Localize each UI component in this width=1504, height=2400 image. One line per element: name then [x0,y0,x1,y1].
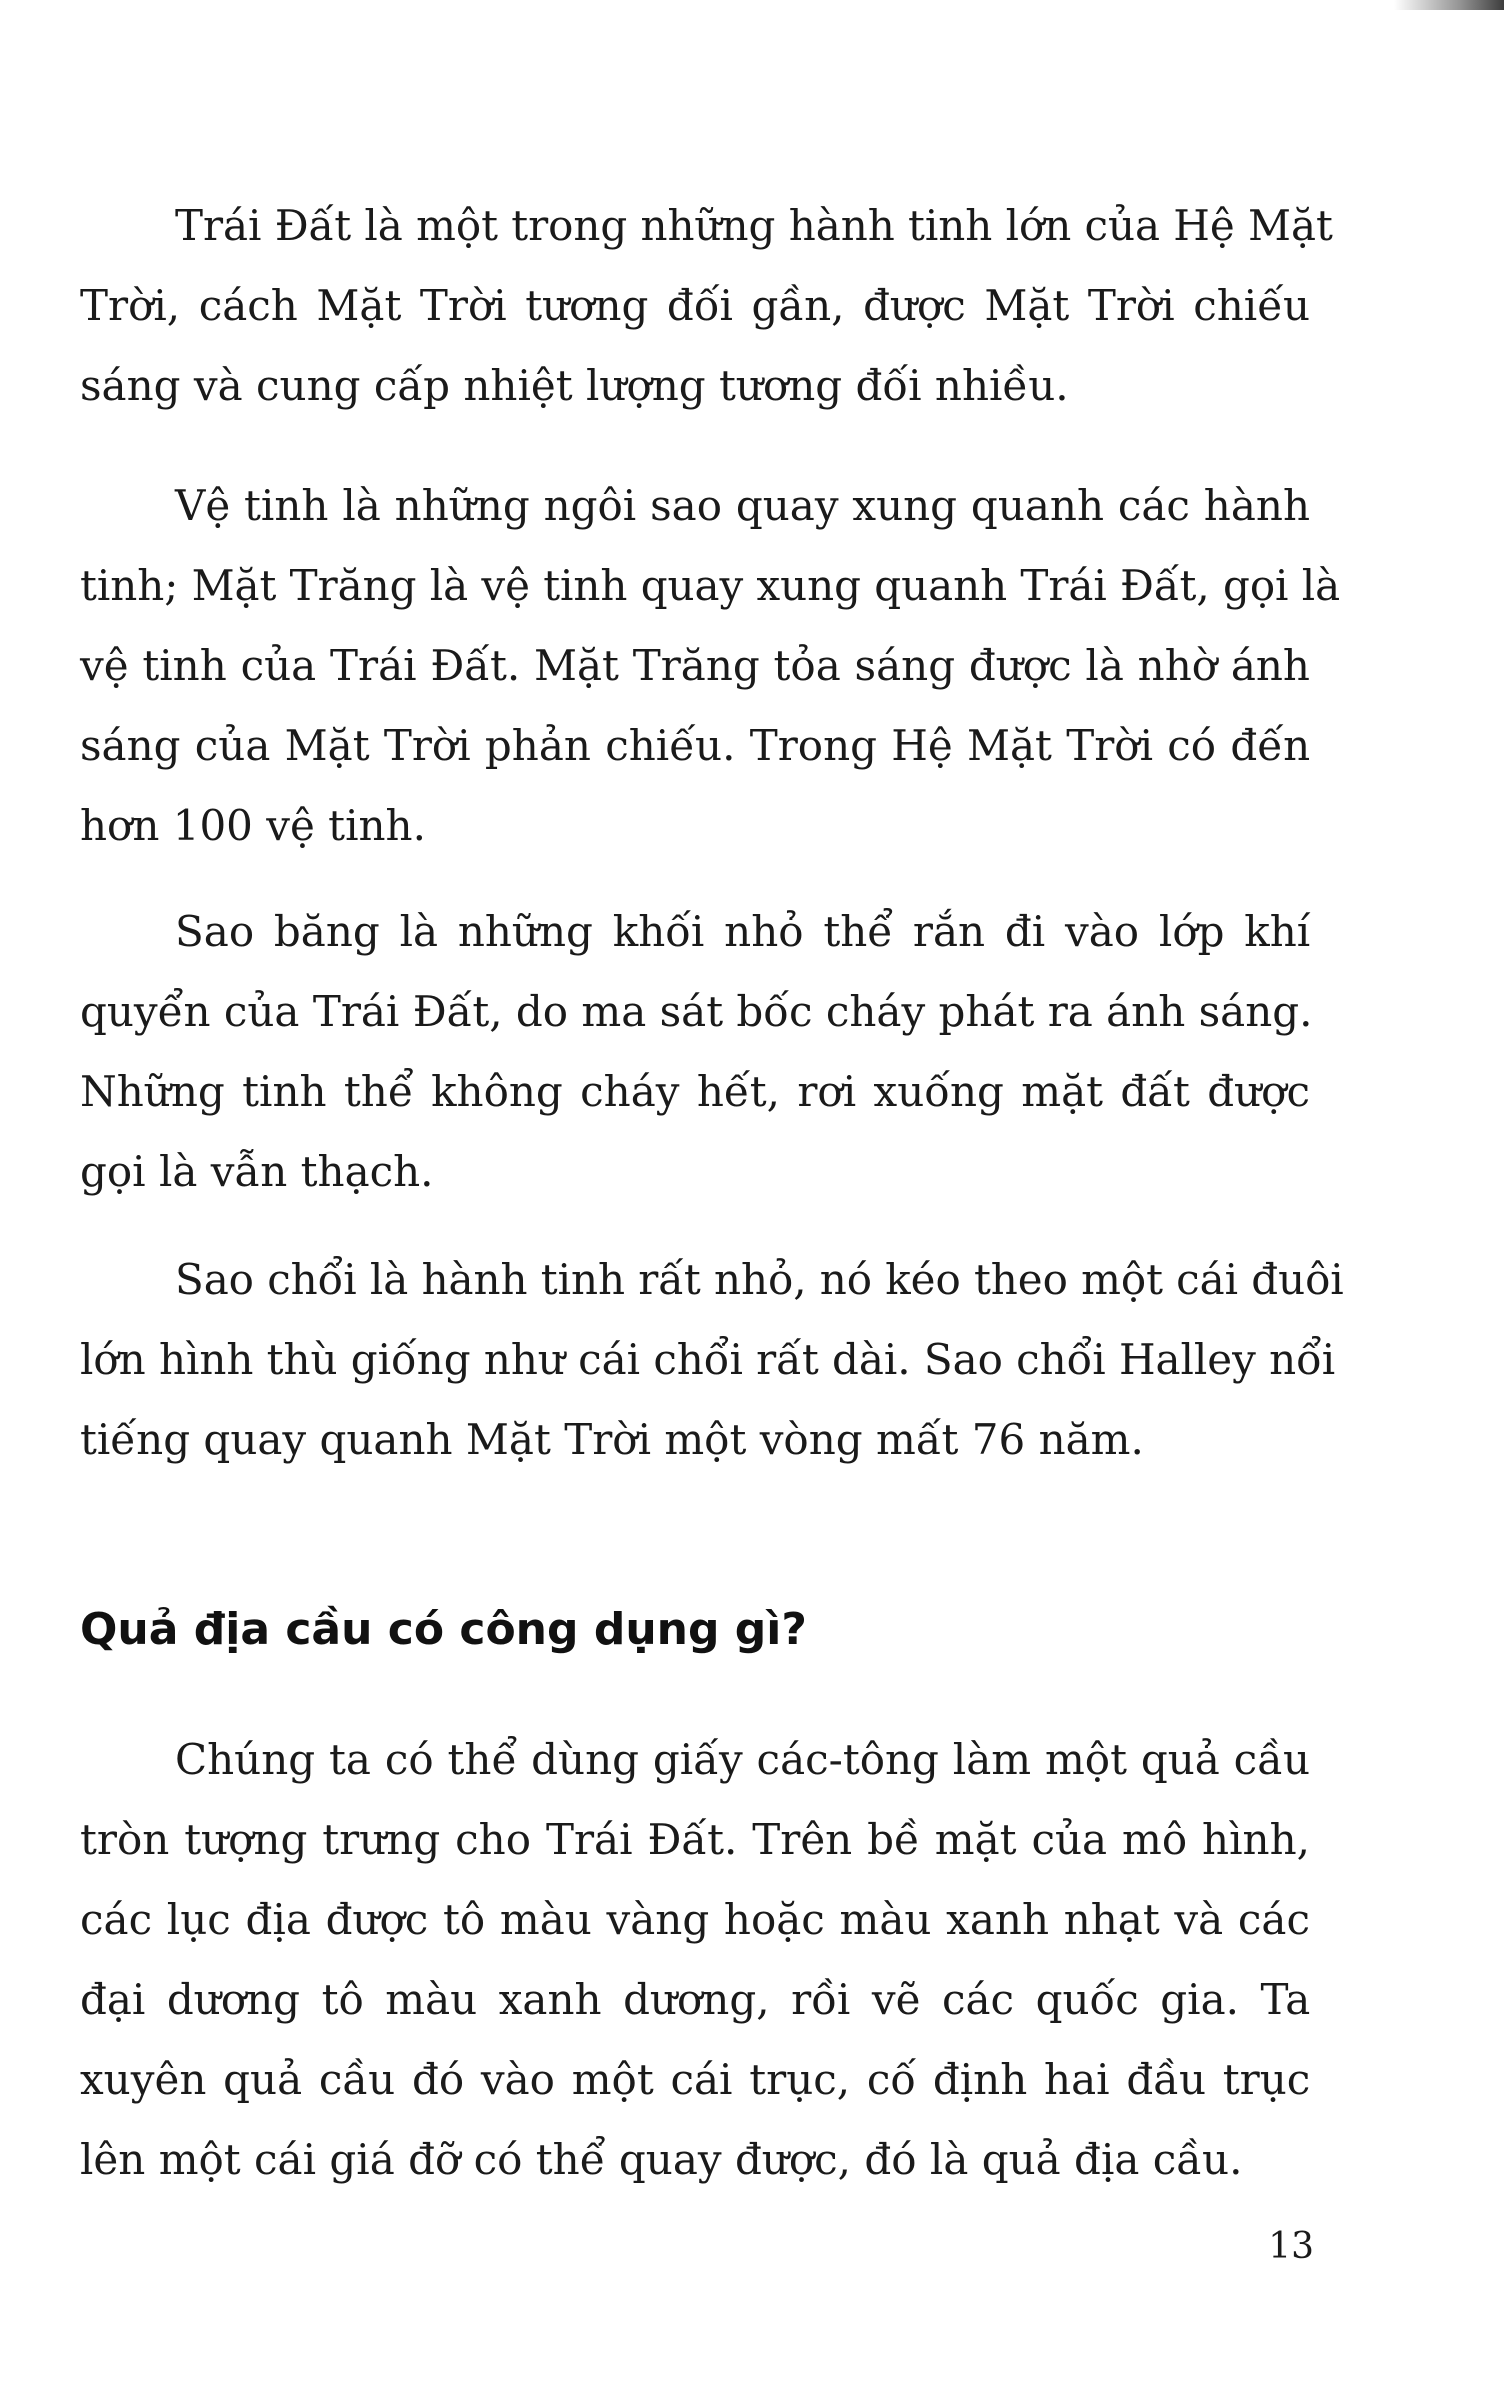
text-line: tinh; Mặt Trăng là vệ tinh quay xung quanh Trái Đất, gọi là [80,561,1341,610]
text-line: tiếng quay quanh Mặt Trời một vòng mất 76 năm. [80,1415,1144,1464]
paragraph-satellites [80,466,1341,866]
text-line: lên một cái giá đỡ có thể quay được, đó là quả địa cầu. [80,2135,1243,2184]
text-line: Vệ tinh là những ngôi sao quay xung quanh các hành [175,481,1310,530]
text-line: hơn 100 vệ tinh. [80,801,426,850]
paragraph-globe [80,1720,1310,2200]
text-line: Trái Đất là một trong những hành tinh lớn của Hệ Mặt [175,201,1333,250]
text-line: quyển của Trái Đất, do ma sát bốc cháy phát ra ánh sáng. [80,987,1313,1036]
paragraph-comets [80,1240,1344,1480]
section-heading: Quả địa cầu có công dụng gì? [80,1604,807,1655]
paragraph-earth [80,186,1333,426]
text-line: đại dương tô màu xanh dương, rồi vẽ các quốc gia. Ta [80,1975,1311,2024]
text-line: gọi là vẫn thạch. [80,1147,434,1196]
text-line: tròn tượng trưng cho Trái Đất. Trên bề mặt của mô hình, [80,1815,1310,1864]
text-line: Chúng ta có thể dùng giấy các-tông làm một quả cầu [175,1735,1310,1784]
text-line: sáng và cung cấp nhiệt lượng tương đối nhiều. [80,361,1069,410]
text-line: Sao chổi là hành tinh rất nhỏ, nó kéo theo một cái đuôi [175,1255,1344,1304]
text-line: các lục địa được tô màu vàng hoặc màu xanh nhạt và các [80,1895,1310,1944]
text-line: Sao băng là những khối nhỏ thể rắn đi vào lớp khí [175,907,1311,956]
text-line: Những tinh thể không cháy hết, rơi xuống mặt đất được [80,1067,1310,1116]
text-line: vệ tinh của Trái Đất. Mặt Trăng tỏa sáng được là nhờ ánh [80,641,1310,690]
text-line: xuyên quả cầu đó vào một cái trục, cố định hai đầu trục [80,2055,1311,2104]
text-line: sáng của Mặt Trời phản chiếu. Trong Hệ Mặt Trời có đến [80,721,1311,770]
paragraph-meteors [80,892,1313,1212]
page-number: 13 [1268,2226,1314,2267]
scan-edge-mark [1394,0,1504,10]
text-line: lớn hình thù giống như cái chổi rất dài. Sao chổi Halley nổi [80,1335,1336,1384]
text-line: Trời, cách Mặt Trời tương đối gần, được Mặt Trời chiếu [80,281,1311,330]
